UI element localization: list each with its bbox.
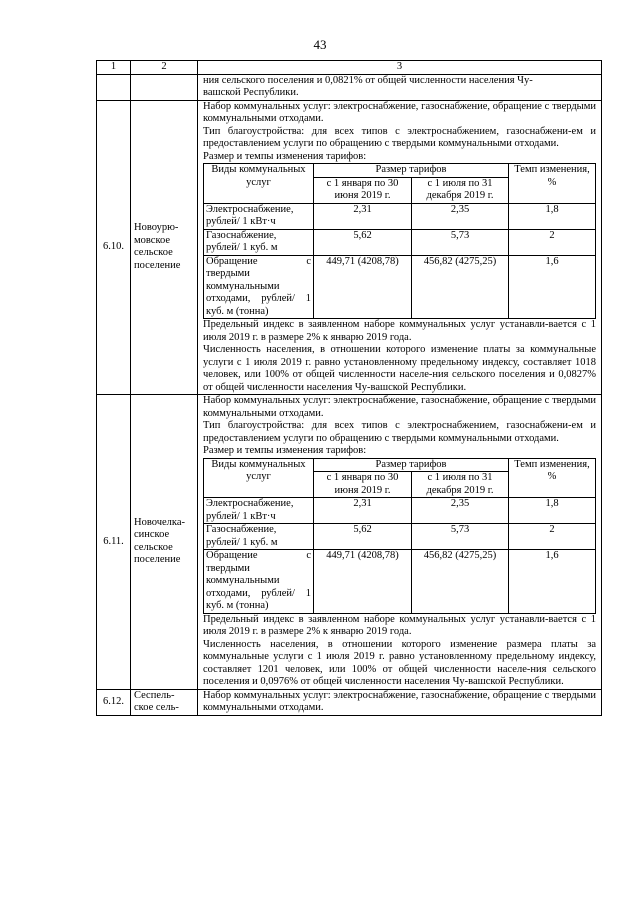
tariff-title: Размер и темпы изменения тарифов: <box>203 150 367 162</box>
services-text: Набор коммунальных услуг: электроснабжение, газоснабжение, обращение с твердыми коммунальными отходами. <box>203 689 596 713</box>
entry-number: 6.12. <box>97 689 131 715</box>
index-text: Предельный индекс в заявленном наборе коммунальных услуг устанавли-вается с 1 июля 2019 г. в размере 2% к январю 2019 года. <box>203 613 596 637</box>
table-row: Электроснабжение, рублей/ 1 кВт·ч 2,31 2,35 1,8 <box>204 203 596 229</box>
settlement-name: Новоурю- мовское сельское поселение <box>131 100 198 395</box>
col-rate: Темп изменения, % <box>509 458 596 498</box>
settlement-name: Сеспель- ское сель- <box>131 689 198 715</box>
col-period-2: с 1 июля по 31 декабря 2019 г. <box>412 177 509 203</box>
table-row <box>97 395 602 690</box>
header-row <box>97 61 602 75</box>
table-row: Электроснабжение, рублей/ 1 кВт·ч 2,31 2,35 1,8 <box>204 498 596 524</box>
entry-number: 6.11. <box>97 395 131 690</box>
entry-content <box>198 689 602 715</box>
settlement-name: Новочелка- синское сельское поселение <box>131 395 198 690</box>
col-period-1: с 1 января по 30 июня 2019 г. <box>314 472 412 498</box>
col-types: Виды коммунальных услуг <box>204 164 314 204</box>
table-row: Газоснабжение, рублей/ 1 куб. м 5,62 5,73 2 <box>204 524 596 550</box>
header-col2: 2 <box>131 61 198 75</box>
col-size: Размер тарифов <box>314 458 509 472</box>
table-row <box>97 689 602 715</box>
table-row: Обращение с твердыми коммунальными отходами, рублей/ 1 куб. м (тонна) 449,71 (4208,78) 456,82 (4275,25) 1,6 <box>204 255 596 319</box>
improvement-text: Тип благоустройства: для всех типов с электроснабжением, газоснабжени-ем и предоставлением услуги по обращению с твердыми коммунальными отходами. <box>203 125 596 149</box>
table-row <box>97 100 602 395</box>
improvement-text: Тип благоустройства: для всех типов с электроснабжением, газоснабжени-ем и предоставлением услуги по обращению с твердыми коммунальными отходами. <box>203 420 596 444</box>
header-col1: 1 <box>97 61 131 75</box>
col-period-1: с 1 января по 30 июня 2019 г. <box>314 177 412 203</box>
tariff-table <box>203 458 596 614</box>
table-row: Газоснабжение, рублей/ 1 куб. м 5,62 5,73 2 <box>204 229 596 255</box>
population-text: Численность населения, в отношении которого изменение размера платы за коммунальные услуги с 1 июля 2019 г. равно установленному предельному индексу, составляет 1201 человек, или 100% от общей численности населе-ния сельского поселения и 0,0976% от общей численности населения Чу-вашской Республики. <box>203 638 596 687</box>
index-text: Предельный индекс в заявленном наборе коммунальных услуг устанавли-вается с 1 июля 2019 г. в размере 2% к январю 2019 года. <box>203 319 596 343</box>
services-text: Набор коммунальных услуг: электроснабжение, газоснабжение, обращение с твердыми коммунальными отходами. <box>203 395 596 419</box>
continuation-row <box>97 74 602 100</box>
entry-content <box>198 100 602 395</box>
entry-content <box>198 395 602 690</box>
population-text: Численность населения, в отношении которого изменение платы за коммунальные услуги с 1 июля 2019 г. равно установленному предельному индексу, составляет 1018 человек, или 100% от общей численности населе-ния сельского поселения и 0,0827% от общей численности населения Чу-вашской Республики. <box>203 344 596 393</box>
col-rate: Темп изменения, % <box>509 164 596 204</box>
table-row: Обращение с твердыми коммунальными отходами, рублей/ 1 куб. м (тонна) 449,71 (4208,78) 456,82 (4275,25) 1,6 <box>204 550 596 614</box>
services-text: Набор коммунальных услуг: электроснабжение, газоснабжение, обращение с твердыми коммунальными отходами. <box>203 100 596 124</box>
col-period-2: с 1 июля по 31 декабря 2019 г. <box>412 472 509 498</box>
settlements-table <box>96 60 602 716</box>
col-size: Размер тарифов <box>314 164 509 178</box>
tariff-title: Размер и темпы изменения тарифов: <box>203 445 367 456</box>
continuation-text: ния сельского поселения и 0,0821% от общей численности населения Чу- вашской Республики. <box>198 74 602 100</box>
tariff-table <box>203 163 596 319</box>
page-number: 43 <box>313 37 327 52</box>
col-types: Виды коммунальных услуг <box>204 458 314 498</box>
entry-number: 6.10. <box>97 100 131 395</box>
header-col3: 3 <box>198 61 602 75</box>
